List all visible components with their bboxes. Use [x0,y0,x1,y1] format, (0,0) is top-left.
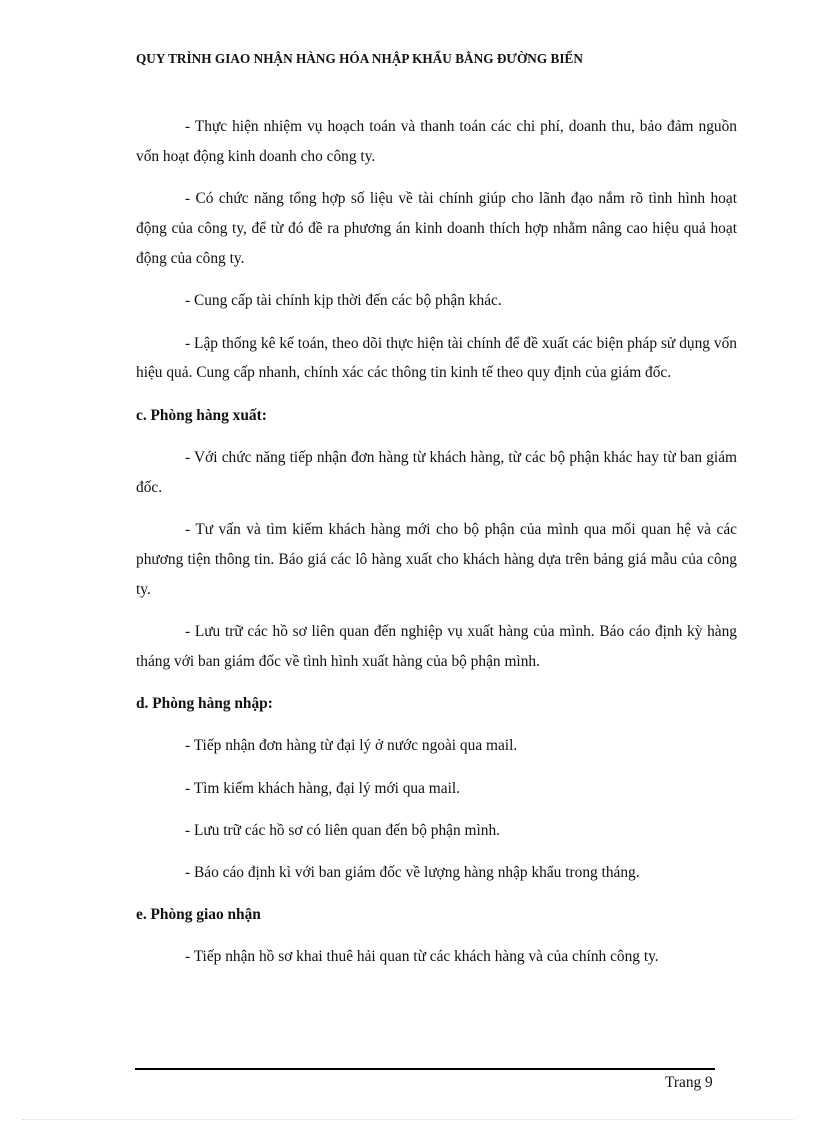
paragraph-accounting-statistics: - Lập thống kê kế toán, theo dõi thực hiện tài chính để đề xuất các biện pháp sử dụng vốn hiệu quả. Cung cấp nhanh, chính xác các thông tin kinh tế theo quy định của giám đốc. [136,334,737,382]
paragraph-import-search: - Tìm kiếm khách hàng, đại lý mới qua mail. [185,779,460,797]
paragraph-export-orders: - Với chức năng tiếp nhận đơn hàng từ khách hàng, từ các bộ phận khác hay từ ban giám đốc. [136,448,737,496]
page-bottom-dotted-border [22,1119,794,1120]
paragraph-import-report: - Báo cáo định kì với ban giám đốc về lượng hàng nhập khẩu trong tháng. [185,864,640,882]
section-heading-export: c. Phòng hàng xuất: [136,406,267,424]
footer-rule [135,1068,715,1070]
paragraph-accounting-supply: - Cung cấp tài chính kịp thời đến các bộ phận khác. [185,292,502,310]
paragraph-accounting-summary: - Có chức năng tổng hợp số liệu về tài chính giúp cho lãnh đạo nắm rõ tình hình hoạt động của công ty, để từ đó đề ra phương án kinh doanh thích hợp nhằm nâng cao hiệu quả hoạt động của công ty. [136,190,737,267]
paragraph-export-consulting: - Tư vấn và tìm kiếm khách hàng mới cho bộ phận của mình qua mối quan hệ và các phương tiện thông tin. Báo giá các lô hàng xuất cho khách hàng dựa trên bảng giá mẫu của công ty. [136,521,737,598]
page-body [136,112,737,985]
page-number: Trang 9 [665,1074,713,1091]
section-heading-import: d. Phòng hàng nhập: [136,695,273,713]
paragraph-accounting-duty: - Thực hiện nhiệm vụ hoạch toán và thanh toán các chi phí, doanh thu, bảo đảm nguồn vốn hoạt động kinh doanh cho công ty. [136,118,737,165]
paragraph-import-records: - Lưu trữ các hồ sơ có liên quan đến bộ phận mình. [185,821,501,839]
running-header: QUY TRÌNH GIAO NHẬN HÀNG HÓA NHẬP KHẨU BẰNG ĐƯỜNG BIỂN [136,51,583,66]
paragraph-import-orders: - Tiếp nhận đơn hàng từ đại lý ở nước ngoài qua mail. [185,737,518,755]
paragraph-forwarding-customs: - Tiếp nhận hồ sơ khai thuê hải quan từ các khách hàng và của chính công ty. [185,948,659,966]
paragraph-export-records: - Lưu trữ các hồ sơ liên quan đến nghiệp vụ xuất hàng của mình. Báo cáo định kỳ hàng tháng với ban giám đốc về tình hình xuất hàng của bộ phận mình. [136,623,737,670]
section-heading-forwarding: e. Phòng giao nhận [136,906,261,924]
